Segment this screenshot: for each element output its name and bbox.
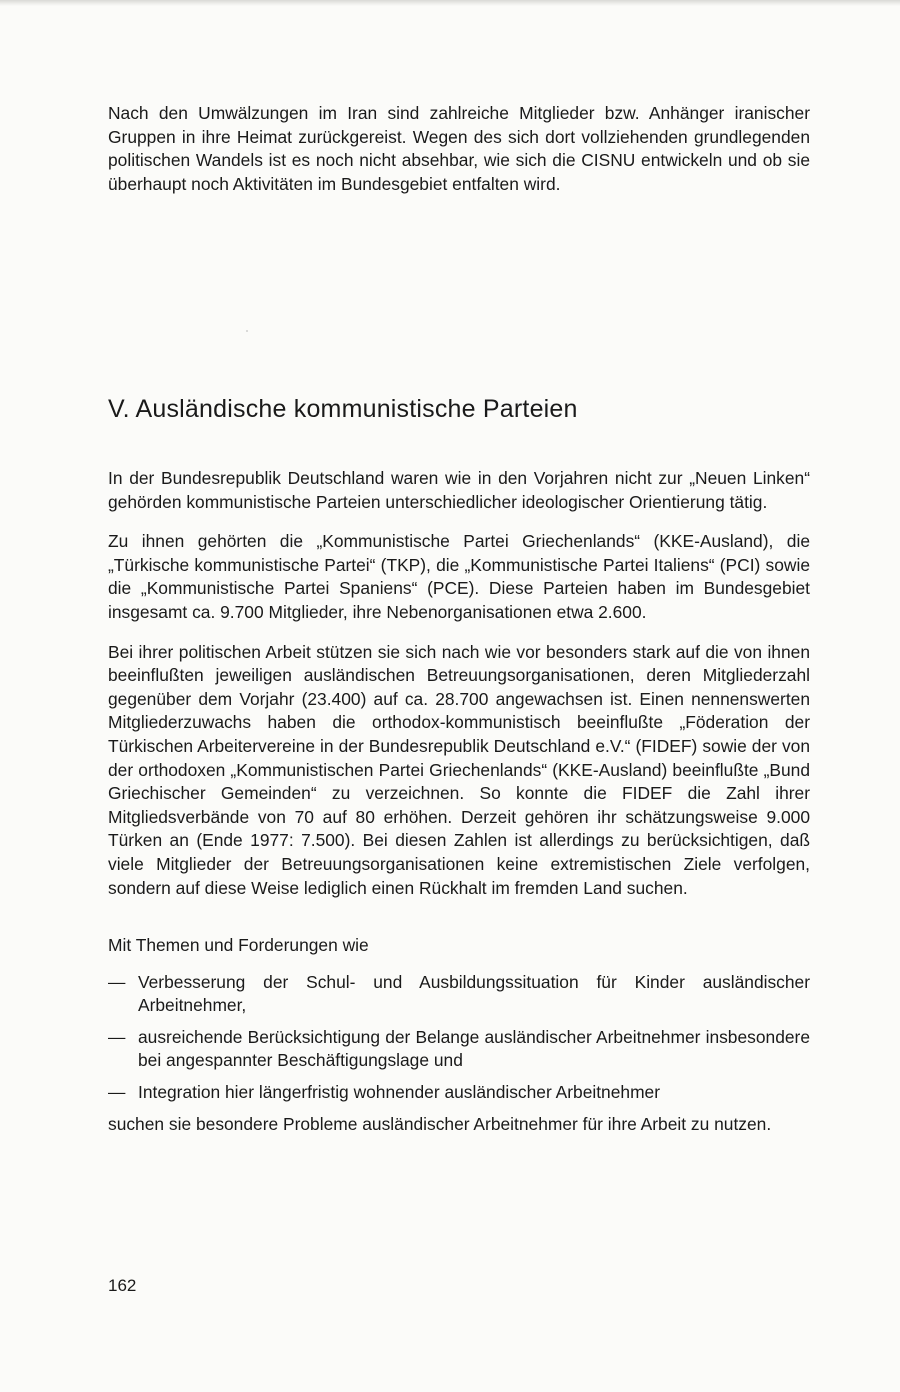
list-item	[108, 1081, 810, 1105]
intro-paragraph: Nach den Umwälzungen im Iran sind zahlreiche Mitglieder bzw. Anhänger iranischer Gruppen in ihre Heimat zurückgereist. Wegen des sich dort vollziehenden grundlegenden politischen Wandels ist es noch nicht absehbar, wie sich die CISNU entwickeln und ob sie überhaupt noch Aktivitäten im Bundesgebiet entfalten wird.	[108, 103, 810, 194]
dash-marker: —	[108, 1082, 126, 1103]
document-page	[108, 102, 810, 1134]
paragraph-political-work: Bei ihrer politischen Arbeit stützen sie sich nach wie vor besonders stark auf die von ihnen beeinflußten jeweiligen ausländischen Betreuungsorganisationen, deren Mitgliederzahl gegenüber dem Vorjahr (23.400) auf ca. 28.700 angewachsen ist. Einen nennenswerten Mitgliederzuwachs haben die orthodox-kommunistisch beeinflußte „Föderation der Türkischen Arbeitervereine in der Bundesrepublik Deutschland e.V.“ (FIDEF) sowie der von der orthodoxen „Kommunistischen Partei Griechenlands“ (KKE-Ausland) beeinflußte „Bund Griechischer Gemeinden“ zu verzeichnen. So konnte die FIDEF die Zahl ihrer Mitgliedsverbände von 70 auf 80 erhöhen. Derzeit gehören ihr schätzungsweise 9.000 Türken an (Ende 1977: 7.500). Bei diesen Zahlen ist allerdings zu berücksichtigen, daß viele Mitglieder der Betreuungsorganisationen keine extremistischen Ziele verfolgen, sondern auf diese Weise lediglich einen Rückhalt im fremden Land suchen.	[108, 641, 810, 898]
list-item	[108, 971, 810, 1018]
section-body	[108, 467, 810, 1136]
closing-paragraph: suchen sie besondere Probleme ausländischer Arbeitnehmer für ihre Arbeit zu nutzen.	[108, 1113, 772, 1134]
page-number: 162	[108, 1276, 137, 1295]
dash-marker: —	[108, 1026, 126, 1047]
scan-speck	[246, 330, 248, 332]
list-item-text: Verbesserung der Schul- und Ausbildungssituation für Kinder ausländischer Arbeitnehmer,	[138, 971, 810, 1016]
paragraph-themes-intro: Mit Themen und Forderungen wie	[108, 935, 369, 956]
dash-marker: —	[108, 971, 126, 992]
page-top-edge	[0, 0, 900, 6]
list-item	[108, 1026, 810, 1073]
section-heading: V. Ausländische kommunistische Parteien	[108, 395, 578, 423]
demands-list	[108, 971, 810, 1105]
list-item-text: ausreichende Berücksichtigung der Belange ausländischer Arbeitnehmer insbesondere bei angespannter Beschäftigungslage und	[138, 1026, 810, 1071]
paragraph-party-list: Zu ihnen gehörten die „Kommunistische Partei Griechenlands“ (KKE-Ausland), die „Türkische kommunistische Partei“ (TKP), die „Kommunistische Partei Italiens“ (PCI) sowie die „Kommunistische Partei Spaniens“ (PCE). Diese Parteien haben im Bundesgebiet insgesamt ca. 9.700 Mitglieder, ihre Nebenorganisationen etwa 2.600.	[108, 531, 810, 622]
list-item-text: Integration hier längerfristig wohnender ausländischer Arbeitnehmer	[138, 1082, 661, 1103]
paragraph-parties-active: In der Bundesrepublik Deutschland waren wie in den Vorjahren nicht zur „Neuen Linken“ gehörden kommunistische Parteien unterschiedlicher ideologischer Orientierung tätig.	[108, 468, 810, 512]
